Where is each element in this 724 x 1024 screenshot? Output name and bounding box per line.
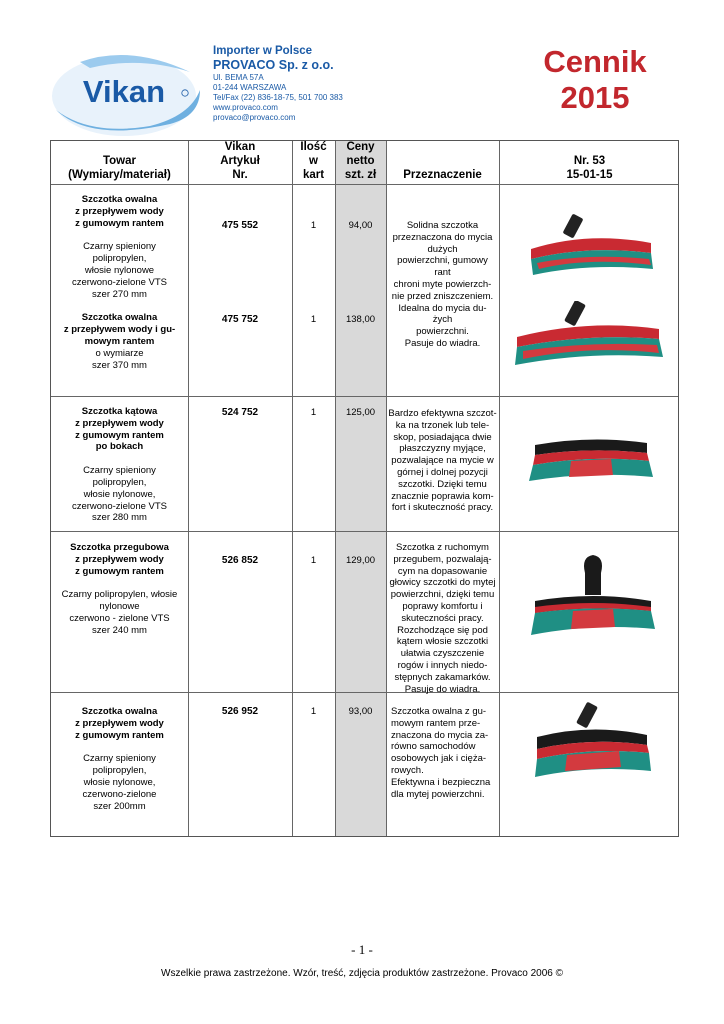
price-column-shading [335, 141, 386, 836]
row4-price: 93,00 [348, 706, 373, 717]
row4-name-line: Szczotka owalna [81, 706, 158, 717]
row4-purpose-line: Efektywna i bezpieczna [391, 776, 491, 788]
col-header-qty-line1: Ilość [300, 141, 327, 153]
row4-material-line: czerwono-zielone [82, 788, 157, 800]
row1-material-line: włosie nylonowe [84, 264, 155, 276]
col-header-towar [51, 141, 188, 184]
row3-product [53, 542, 186, 637]
col-header-purpose-text: Przeznaczenie [403, 169, 482, 181]
row1-purpose-line: rant [434, 267, 451, 279]
row2-purpose [388, 408, 497, 514]
col-header-price-line2: netto [346, 155, 375, 167]
row1-purpose-line: powierzchni, gumowy [397, 255, 488, 267]
brush-image-524752 [521, 431, 659, 491]
brush-image-475752 [509, 301, 669, 371]
row1-name-line: z przepływem wody [75, 205, 164, 217]
brush-image-526852 [521, 549, 661, 649]
row2-name-line: z gumowym rantem [75, 429, 164, 441]
row4-purpose-line: równo samochodów [391, 741, 476, 753]
row3-purpose-line: ułatwia czyszczenie [400, 648, 485, 660]
title-year: 2015 [560, 80, 630, 115]
address-line1: Ul. BEMA 57A [213, 73, 264, 82]
row1-purpose-line: Solidna szczotka [406, 220, 479, 231]
col-header-towar-line2: (Wymiary/materiał) [68, 169, 171, 181]
row4-product [53, 706, 186, 812]
importer-company: PROVACO Sp. z o.o. [213, 58, 334, 72]
col-header-purpose [386, 141, 499, 184]
col-header-article-line1: Vikan [224, 141, 256, 153]
row4-purpose-line: dla mytej powierzchni. [391, 788, 485, 800]
website: www.provaco.com [213, 103, 278, 112]
row2-article: 524 752 [221, 407, 259, 418]
col-header-price [335, 141, 386, 184]
row2-name-line: Szczotka kątowa [81, 406, 158, 417]
price-table [50, 140, 679, 837]
col-header-qty [292, 141, 335, 184]
row3-purpose-line: Rozchodzące się pod [397, 624, 488, 636]
title-cennik: Cennik [543, 44, 647, 79]
col-header-qty-line3: kart [302, 169, 325, 181]
row1-name-line: z gumowym rantem [75, 217, 164, 229]
row3-purpose [388, 542, 497, 695]
row1-purpose-line: przeznaczona do mycia [392, 231, 493, 243]
row1-purpose-line: dużych [427, 243, 458, 255]
row1-purpose-line: powierzchni. [416, 326, 469, 338]
row3-purpose-line: kątem włosie szczotki [396, 636, 489, 648]
row3-purpose-line: skuteczności pracy. [401, 612, 484, 624]
row2-purpose-line: pozwalające na mycie w [391, 455, 494, 467]
row3-purpose-line: powierzchni, dzięki temu [390, 589, 495, 601]
col-header-price-line1: Ceny [346, 141, 375, 153]
footer-copyright: Wszelkie prawa zastrzeżone. Wzór, treść, zdjęcia produktów zastrzeżone. Provaco 2006 © [161, 968, 563, 979]
row3-qty: 1 [310, 555, 317, 566]
row1-article2: 475 752 [221, 314, 259, 325]
row3-purpose-line: głowicy szczotki do mytej [389, 577, 496, 589]
row1-purpose-line: nie przed zniszczeniem. [391, 290, 494, 302]
row4-name-line: z gumowym rantem [75, 729, 164, 741]
logo-text: Vikan [82, 74, 166, 109]
row4-name-line: z przepływem wody [75, 717, 164, 729]
row2-material-line: włosie nylonowe, [83, 488, 156, 500]
row2-material-line: czerwono-zielone VTS [71, 500, 168, 512]
row2-name-line: z przepływem wody [75, 417, 164, 429]
col-header-nr-date: 15-01-15 [566, 169, 613, 181]
row4-material-line: polipropylen, [92, 765, 147, 777]
brush-image-526952 [527, 701, 655, 785]
row2-material-line: Czarny spieniony [83, 465, 156, 477]
row1-purpose-line: Idealna do mycia du- [398, 302, 487, 314]
row3-purpose-line: przegubem, pozwalają- [393, 553, 492, 565]
row3-material-line: szer 240 mm [92, 624, 147, 636]
email: provaco@provaco.com [213, 113, 296, 122]
col-header-nr [499, 141, 680, 184]
row4-article: 526 952 [221, 706, 259, 717]
row2-purpose-line: fort i skuteczność pracy. [391, 502, 494, 514]
address-line2: 01-244 WARSZAWA [213, 83, 287, 92]
row3-material-line: nylonowe [99, 601, 140, 613]
row3-name-line: Szczotka przegubowa [70, 542, 169, 553]
col-header-article-line3: Nr. [232, 169, 248, 181]
row1-name-line: Szczotka owalna [81, 194, 158, 205]
row3-purpose-line: poprawy komfortu i [402, 600, 483, 612]
row4-purpose [391, 706, 495, 800]
row1-price2: 138,00 [345, 314, 376, 325]
row2-purpose-line: skop, posiadająca dwie [393, 431, 492, 443]
row1-material-line: Czarny spieniony [83, 241, 156, 253]
row4-purpose-line: znaczona do mycia za- [391, 729, 489, 741]
row4-material-line: szer 200mm [93, 800, 146, 812]
row1-name2-line: z przepływem wody i gu- [63, 324, 176, 336]
row2-price: 125,00 [345, 407, 376, 418]
row2-purpose-line: szczotki. Dzięki temu [398, 478, 487, 490]
row1-purpose-line: chroni myte powierzch- [393, 278, 492, 290]
row1-material-line: szer 270 mm [92, 288, 147, 300]
vikan-logo [50, 50, 202, 140]
row1-article: 475 552 [221, 220, 259, 231]
row3-material-line: czerwono - zielone VTS [69, 612, 170, 624]
row2-name-line: po bokach [95, 441, 144, 453]
importer-line1: Importer w Polsce [213, 45, 313, 57]
row3-purpose-line: Szczotka z ruchomym [396, 542, 489, 553]
row1-product [53, 194, 186, 371]
col-header-article-line2: Artykuł [220, 155, 260, 167]
row4-purpose-line: osobowych jak i cięża- [391, 753, 487, 765]
col-header-towar-line1: Towar [102, 155, 136, 167]
row2-purpose-line: Bardzo efektywna szczot- [388, 408, 497, 419]
row3-purpose-line: rogów i innych niedo- [397, 659, 488, 671]
row2-qty: 1 [310, 407, 317, 418]
row4-purpose-line: rowych. [391, 764, 424, 776]
row2-purpose-line: płaszczyzny myjące, [399, 443, 486, 455]
col-header-nr-number: Nr. 53 [573, 155, 606, 167]
row3-name-line: z przepływem wody [75, 553, 164, 565]
row1-qty2: 1 [310, 314, 317, 325]
row3-name-line: z gumowym rantem [75, 565, 164, 577]
row1-purpose [388, 220, 497, 350]
row4-material-line: Czarny spieniony [83, 753, 156, 765]
row1-material-line: czerwono-zielone VTS [71, 276, 168, 288]
page-title [520, 44, 670, 116]
row3-price: 129,00 [345, 555, 376, 566]
row2-material-line: polipropylen, [92, 476, 147, 488]
col-header-qty-line2: w [309, 155, 318, 167]
row1-material2-line: o wymiarze [95, 347, 144, 359]
row4-purpose-line: mowym rantem prze- [391, 717, 481, 729]
row1-name2-line: Szczotka owalna [81, 312, 158, 324]
col-header-article [188, 141, 292, 184]
row4-material-line: włosie nylonowe, [83, 776, 156, 788]
col-header-price-line3: szt. zł [344, 169, 377, 181]
row3-material-line: Czarny polipropylen, włosie [61, 589, 178, 601]
row2-purpose-line: górnej i dolnej pozycji [397, 466, 488, 478]
importer-block [213, 44, 423, 123]
phone: Tel/Fax (22) 836-18-75, 501 700 383 [213, 93, 343, 102]
row1-price: 94,00 [348, 220, 373, 231]
row1-purpose-line: żych [432, 314, 453, 326]
row3-article: 526 852 [221, 555, 259, 566]
row1-material2-line: szer 370 mm [92, 359, 147, 371]
row2-material-line: szer 280 mm [92, 512, 147, 524]
row3-purpose-line: stępnych zakamarków. [394, 671, 491, 683]
row1-name2-line: mowym rantem [84, 335, 155, 347]
row3-purpose-line: Pasuje do wiadra. [404, 683, 481, 695]
row2-purpose-line: ka na trzonek lub tele- [395, 419, 490, 431]
brush-image-475552 [513, 213, 663, 279]
row1-purpose-line: Pasuje do wiadra. [404, 337, 481, 349]
row2-purpose-line: znacznie poprawia kom- [391, 490, 494, 502]
row1-material-line: polipropylen, [92, 253, 147, 265]
page-number: - 1 - [351, 942, 373, 957]
row3-purpose-line: cym na dopasowanie [397, 565, 488, 577]
row4-qty: 1 [310, 706, 317, 717]
row2-product [53, 406, 186, 524]
row4-purpose-line: Szczotka owalna z gu- [391, 706, 487, 717]
row1-qty: 1 [310, 220, 317, 231]
